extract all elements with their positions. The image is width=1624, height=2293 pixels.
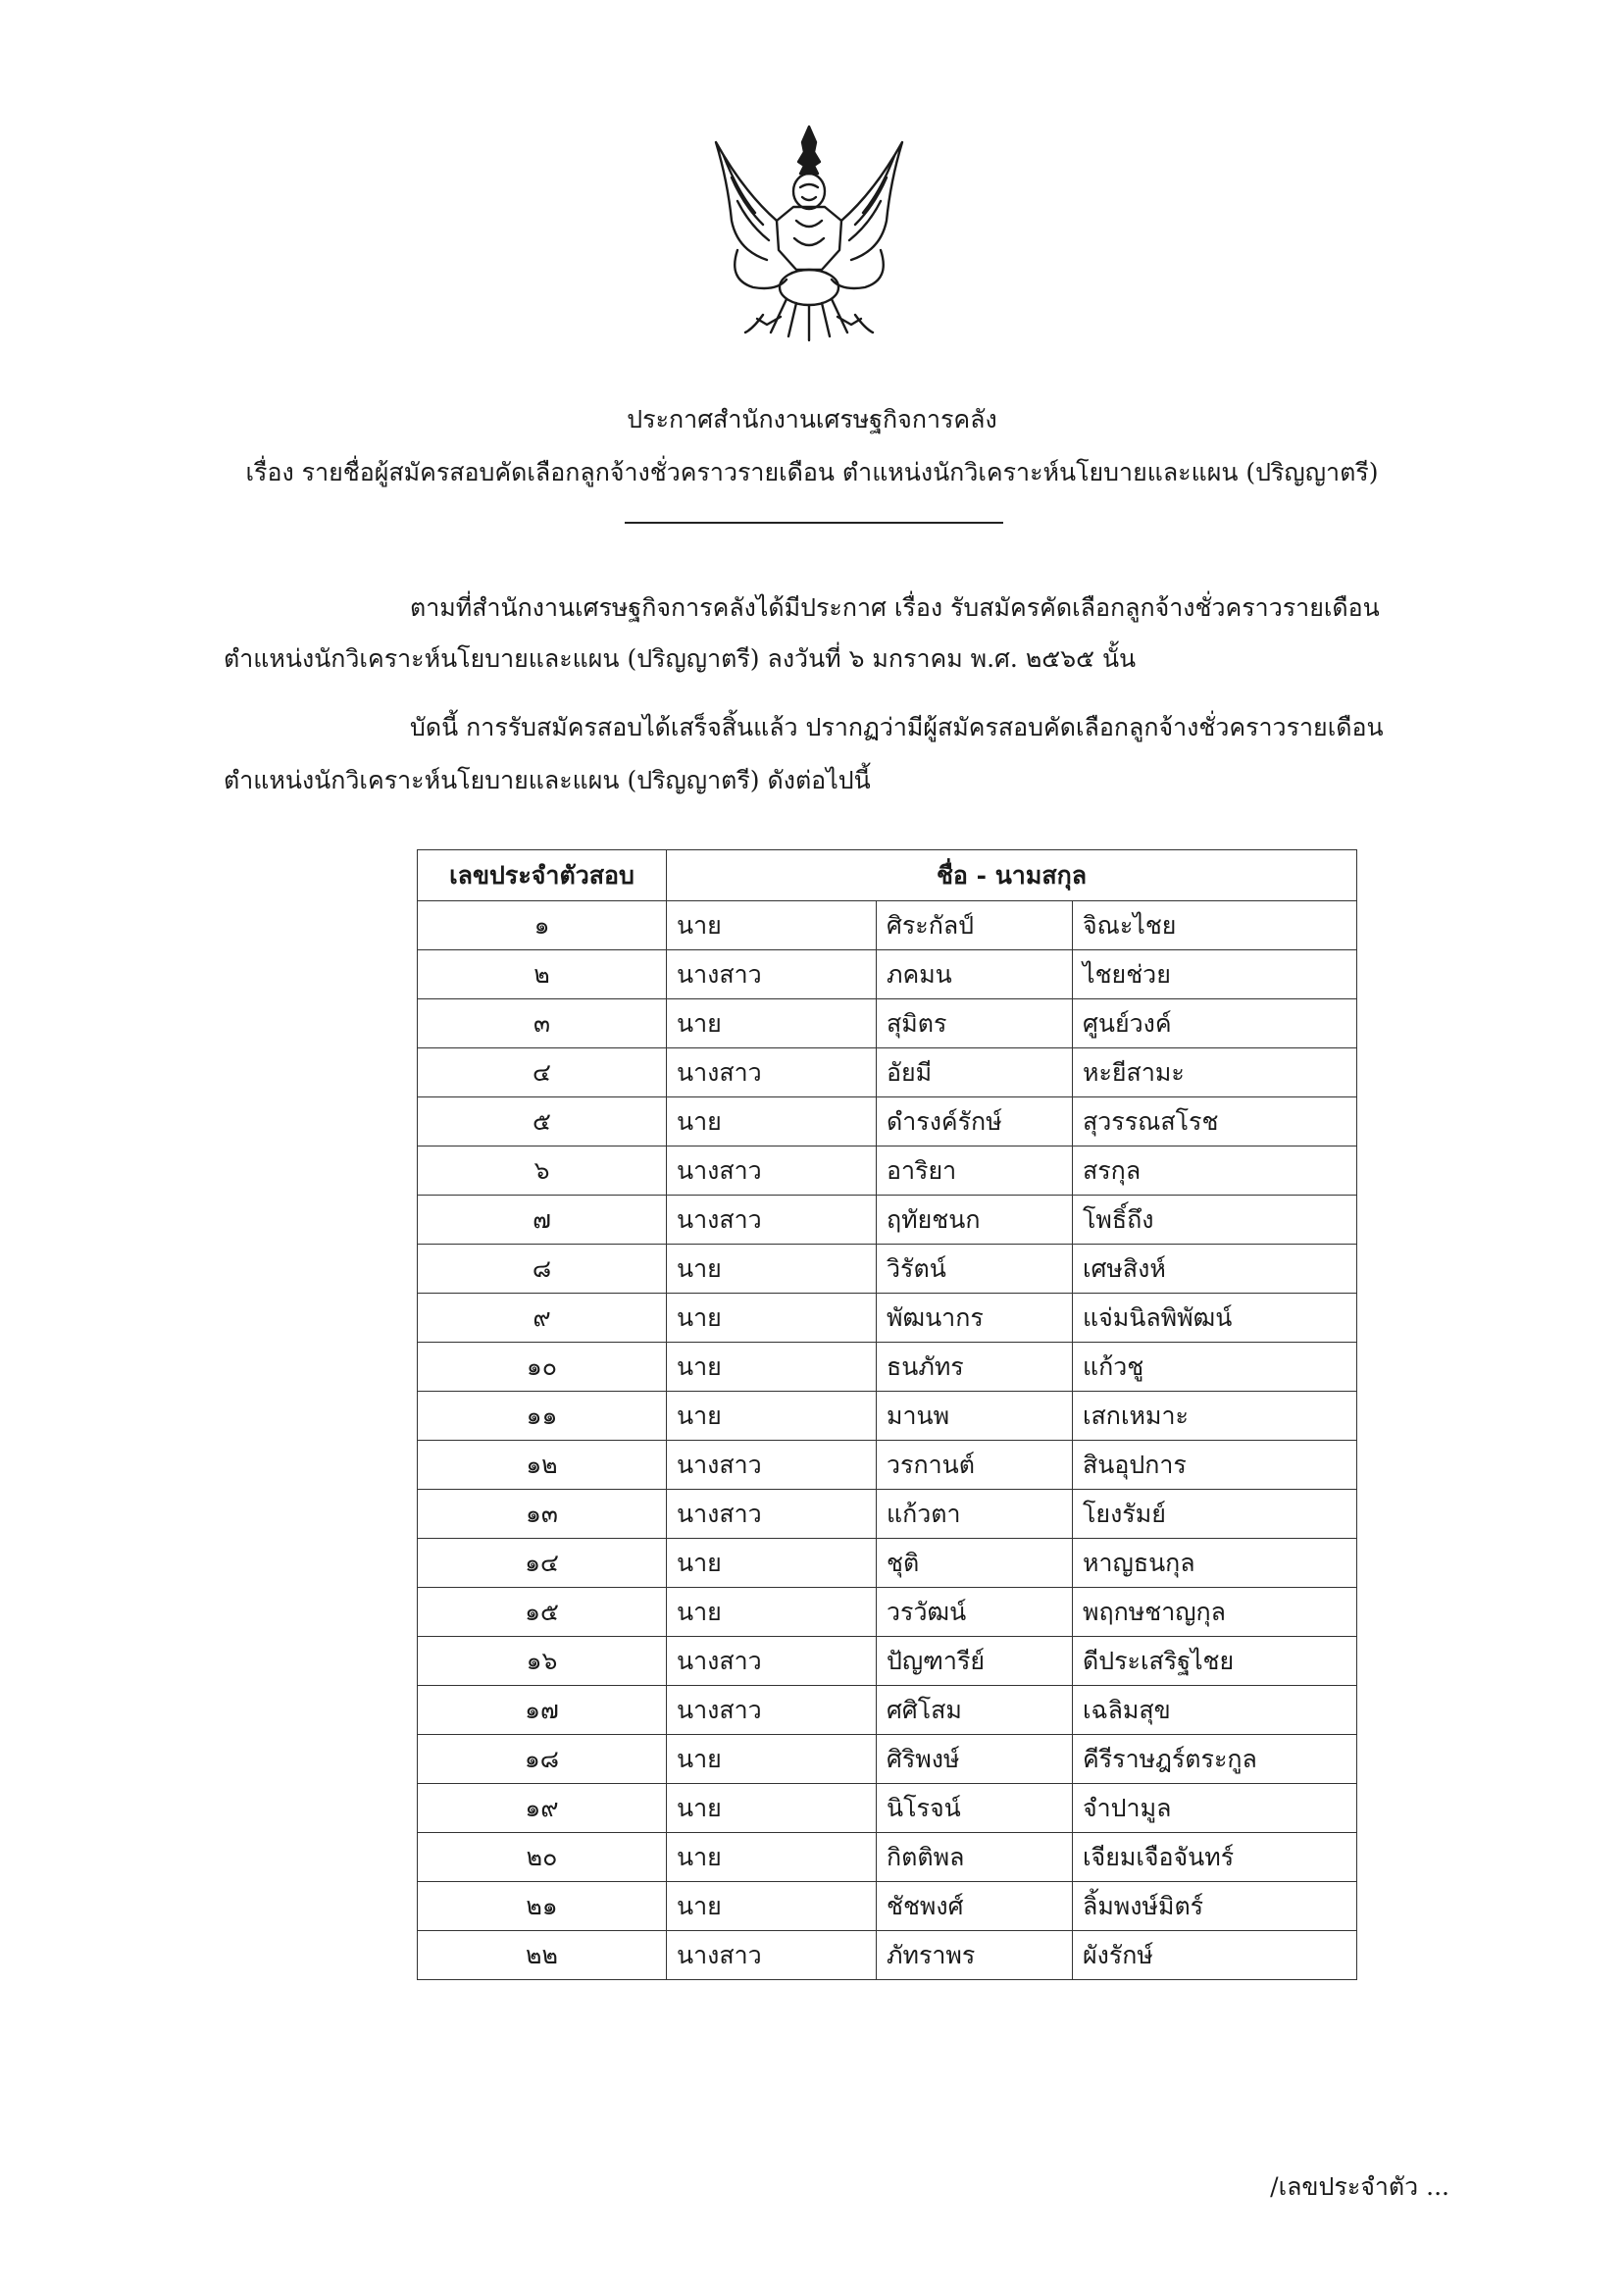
last-name-cell: จำปามูล [1073,1784,1357,1833]
last-name-cell: เศษสิงห์ [1073,1245,1357,1294]
table-row [418,1931,1357,1980]
last-name-cell: สุวรรณสโรช [1073,1097,1357,1146]
col-header-exam-id: เลขประจำตัวสอบ [418,850,667,901]
announcement-title: ประกาศสำนักงานเศรษฐกิจการคลัง [627,405,997,433]
exam-id-cell: ๒๑ [418,1882,667,1931]
col-header-full-name: ชื่อ - นามสกุล [667,850,1357,901]
table-header-row [418,850,1357,901]
first-name-cell: ปัญฑารีย์ [877,1637,1073,1686]
table-row [418,1294,1357,1343]
exam-id-cell: ๑๑ [418,1392,667,1441]
table-row [418,901,1357,950]
name-title-cell: นาย [667,1539,877,1588]
first-name-cell: พัฒนากร [877,1294,1073,1343]
first-name-cell: สุมิตร [877,999,1073,1048]
first-name-cell: นิโรจน์ [877,1784,1073,1833]
exam-id-cell: ๓ [418,999,667,1048]
first-name-cell: ศิระกัลป์ [877,901,1073,950]
exam-id-cell: ๑๘ [418,1735,667,1784]
last-name-cell: แก้วชู [1073,1343,1357,1392]
table-row [418,1392,1357,1441]
name-title-cell: นาย [667,1833,877,1882]
exam-id-cell: ๒ [418,950,667,999]
name-title-cell: นางสาว [667,1146,877,1196]
exam-id-cell: ๔ [418,1048,667,1097]
first-name-cell: ภัทราพร [877,1931,1073,1980]
paragraph-1-line-2: ตำแหน่งนักวิเคราะห์นโยบายและแผน (ปริญญาตรี) ลงวันที่ ๖ มกราคม พ.ศ. ๒๕๖๕ นั้น [224,644,1137,673]
last-name-cell: สรกุล [1073,1146,1357,1196]
announcement-subject: เรื่อง รายชื่อผู้สมัครสอบคัดเลือกลูกจ้างชั่วคราวรายเดือน ตำแหน่งนักวิเคราะห์นโยบายและแผน (ปริญญาตรี) [245,458,1379,486]
last-name-cell: จิณะไชย [1073,901,1357,950]
exam-id-cell: ๑๕ [418,1588,667,1637]
first-name-cell: ศิริพงษ์ [877,1735,1073,1784]
table-row [418,1833,1357,1882]
name-title-cell: นางสาว [667,1441,877,1490]
first-name-cell: ฤทัยชนก [877,1196,1073,1245]
last-name-cell: ศูนย์วงค์ [1073,999,1357,1048]
table-row [418,1735,1357,1784]
last-name-cell: ไชยช่วย [1073,950,1357,999]
last-name-cell: พฤกษชาญกุล [1073,1588,1357,1637]
exam-id-cell: ๕ [418,1097,667,1146]
table-row [418,1048,1357,1097]
table-row [418,1097,1357,1146]
name-title-cell: นาย [667,901,877,950]
title-divider [625,522,1003,524]
paragraph-2-line-2: ตำแหน่งนักวิเคราะห์นโยบายและแผน (ปริญญาตรี) ดังต่อไปนี้ [224,766,871,794]
exam-id-cell: ๑๗ [418,1686,667,1735]
first-name-cell: มานพ [877,1392,1073,1441]
first-name-cell: ภคมน [877,950,1073,999]
exam-id-cell: ๑๒ [418,1441,667,1490]
first-name-cell: อัยมี [877,1048,1073,1097]
exam-id-cell: ๑๔ [418,1539,667,1588]
table-row [418,1441,1357,1490]
table-row [418,1146,1357,1196]
name-title-cell: นางสาว [667,1686,877,1735]
name-title-cell: นาย [667,1392,877,1441]
first-name-cell: วรวัฒน์ [877,1588,1073,1637]
exam-id-cell: ๑๙ [418,1784,667,1833]
last-name-cell: หาญธนกุล [1073,1539,1357,1588]
last-name-cell: เฉลิมสุข [1073,1686,1357,1735]
exam-id-cell: ๘ [418,1245,667,1294]
exam-id-cell: ๙ [418,1294,667,1343]
last-name-cell: โยงรัมย์ [1073,1490,1357,1539]
first-name-cell: แก้วตา [877,1490,1073,1539]
first-name-cell: ชุติ [877,1539,1073,1588]
exam-id-cell: ๒๐ [418,1833,667,1882]
last-name-cell: ลิ้มพงษ์มิตร์ [1073,1882,1357,1931]
table-row [418,950,1357,999]
first-name-cell: วิรัตน์ [877,1245,1073,1294]
name-title-cell: นางสาว [667,1196,877,1245]
table-row [418,999,1357,1048]
table-body [418,901,1357,1980]
exam-id-cell: ๗ [418,1196,667,1245]
first-name-cell: อาริยา [877,1146,1073,1196]
last-name-cell: เจียมเจือจันทร์ [1073,1833,1357,1882]
table-row [418,1784,1357,1833]
continuation-note: /เลขประจำตัว ... [1270,2172,1449,2201]
name-title-cell: นางสาว [667,1048,877,1097]
garuda-emblem-icon [698,123,920,344]
name-title-cell: นาย [667,1588,877,1637]
first-name-cell: ธนภัทร [877,1343,1073,1392]
table-row [418,1637,1357,1686]
last-name-cell: คีรีราษฎร์ตระกูล [1073,1735,1357,1784]
exam-id-cell: ๑ [418,901,667,950]
exam-id-cell: ๑๐ [418,1343,667,1392]
last-name-cell: ผังรักษ์ [1073,1931,1357,1980]
name-title-cell: นาย [667,1097,877,1146]
name-title-cell: นาย [667,1343,877,1392]
name-title-cell: นาย [667,999,877,1048]
applicant-table [417,849,1357,1980]
table-row [418,1490,1357,1539]
table-row [418,1196,1357,1245]
last-name-cell: สินอุปการ [1073,1441,1357,1490]
last-name-cell: ดีประเสริฐไชย [1073,1637,1357,1686]
first-name-cell: ศศิโสม [877,1686,1073,1735]
name-title-cell: นาย [667,1882,877,1931]
paragraph-2-line-1: บัดนี้ การรับสมัครสอบได้เสร็จสิ้นแล้ว ปรากฏว่ามีผู้สมัครสอบคัดเลือกลูกจ้างชั่วคราวรายเดือน [410,713,1384,741]
name-title-cell: นางสาว [667,1931,877,1980]
last-name-cell: เสกเหมาะ [1073,1392,1357,1441]
first-name-cell: ดำรงค์รักษ์ [877,1097,1073,1146]
name-title-cell: นางสาว [667,1637,877,1686]
table-row [418,1343,1357,1392]
last-name-cell: หะยีสามะ [1073,1048,1357,1097]
exam-id-cell: ๑๓ [418,1490,667,1539]
first-name-cell: กิตติพล [877,1833,1073,1882]
table-row [418,1588,1357,1637]
name-title-cell: นาย [667,1294,877,1343]
table-row [418,1686,1357,1735]
first-name-cell: ชัชพงศ์ [877,1882,1073,1931]
name-title-cell: นางสาว [667,1490,877,1539]
exam-id-cell: ๑๖ [418,1637,667,1686]
table-row [418,1882,1357,1931]
first-name-cell: วรกานต์ [877,1441,1073,1490]
paragraph-1-line-1: ตามที่สำนักงานเศรษฐกิจการคลังได้มีประกาศ เรื่อง รับสมัครคัดเลือกลูกจ้างชั่วคราวรายเดือน [410,593,1380,622]
table-row [418,1245,1357,1294]
table-row [418,1539,1357,1588]
name-title-cell: นาย [667,1735,877,1784]
name-title-cell: นาย [667,1245,877,1294]
last-name-cell: แจ่มนิลพิพัฒน์ [1073,1294,1357,1343]
name-title-cell: นางสาว [667,950,877,999]
last-name-cell: โพธิ์ถึง [1073,1196,1357,1245]
name-title-cell: นาย [667,1784,877,1833]
exam-id-cell: ๖ [418,1146,667,1196]
exam-id-cell: ๒๒ [418,1931,667,1980]
